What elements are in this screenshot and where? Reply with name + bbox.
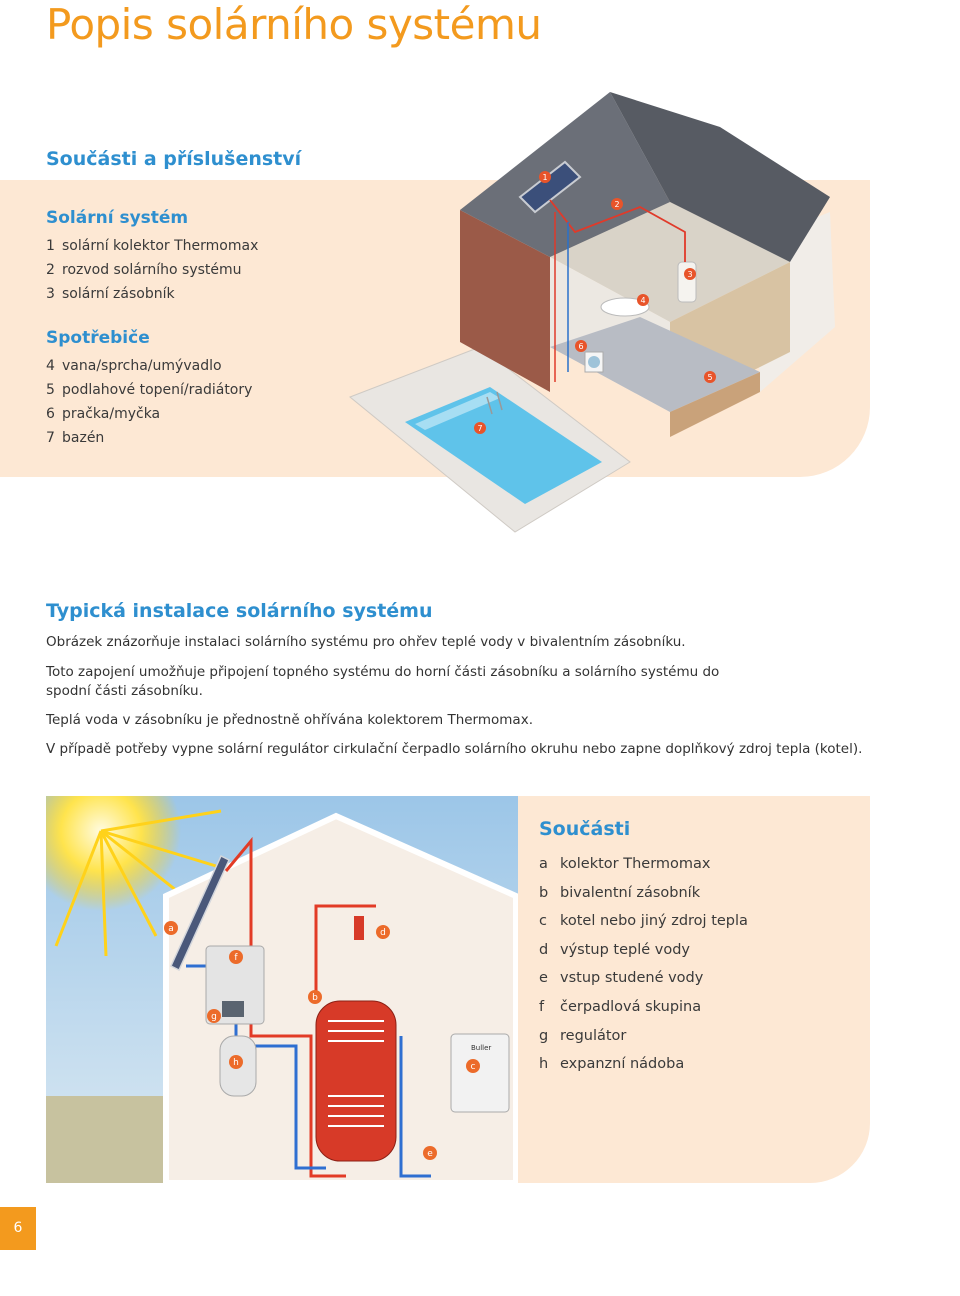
list-item: 5 podlahové topení/radiátory: [46, 382, 253, 398]
list-item: d výstup teplé vody: [539, 941, 691, 958]
components-heading: Součásti a příslušenství: [46, 148, 302, 170]
parts-heading: Součásti: [539, 818, 631, 840]
list-item: a kolektor Thermomax: [539, 856, 711, 872]
list-item: b bivalentní zásobník: [539, 884, 701, 901]
system-schematic-illustration: [46, 796, 518, 1183]
svg-text:b: b: [312, 993, 318, 1003]
installation-paragraph: Toto zapojení umožňuje připojení topného systému do horní části zásobníku a solárního systému do spodní části zásobníku.: [46, 664, 720, 699]
installation-paragraph: Teplá voda v zásobníku je přednostně ohřívána kolektorem Thermomax.: [46, 712, 533, 728]
svg-text:5: 5: [707, 373, 713, 382]
installation-paragraph: V případě potřeby vypne solární regulátor cirkulační čerpadlo solárního okruhu nebo zapne doplňkový zdroj tepla (kotel).: [46, 741, 863, 757]
regulator-g: [222, 1001, 244, 1017]
list-item: 6 pračka/myčka: [46, 406, 161, 422]
page-number: 6: [0, 1207, 36, 1250]
solar-system-heading: Solární systém: [46, 208, 189, 228]
svg-text:3: 3: [687, 270, 693, 279]
svg-text:7: 7: [477, 424, 483, 433]
list-item: 4 vana/sprcha/umývadlo: [46, 358, 222, 374]
solar-tank: [678, 262, 696, 302]
svg-text:d: d: [380, 928, 386, 938]
hot-water-tap-d: [354, 916, 364, 940]
svg-text:c: c: [470, 1062, 476, 1072]
solar-system-list: [46, 234, 258, 306]
svg-text:g: g: [211, 1012, 217, 1022]
consumers-block: [46, 328, 252, 450]
boiler-brand: Buller: [471, 1044, 492, 1052]
list-item: 2 rozvod solárního systému: [46, 262, 242, 278]
svg-text:2: 2: [614, 200, 620, 209]
list-item: g regulátor: [539, 1027, 627, 1044]
svg-text:6: 6: [578, 342, 584, 351]
parts-list: [539, 850, 748, 1079]
parts-legend: [539, 818, 748, 1079]
parts-band: [46, 796, 870, 1183]
list-item: h expanzní nádoba: [539, 1056, 685, 1073]
list-item: f čerpadlová skupina: [539, 998, 702, 1015]
list-item: e vstup studené vody: [539, 970, 704, 987]
consumers-list: [46, 354, 252, 450]
installation-heading: Typická instalace solárního systému: [46, 600, 433, 622]
house-cutaway-illustration: [340, 92, 860, 542]
list-item: 3 solární zásobník: [46, 286, 175, 302]
list-item: c kotel nebo jiný zdroj tepla: [539, 913, 748, 930]
svg-text:h: h: [233, 1058, 239, 1068]
list-item: 7 bazén: [46, 430, 105, 446]
svg-text:a: a: [168, 924, 174, 934]
svg-text:1: 1: [542, 173, 548, 182]
solar-system-block: [46, 208, 258, 306]
installation-paragraph: Obrázek znázorňuje instalaci solárního systému pro ohřev teplé vody v bivalentním zásobníku.: [46, 634, 686, 650]
list-item: 1 solární kolektor Thermomax: [46, 238, 259, 254]
svg-text:f: f: [234, 953, 238, 963]
svg-text:e: e: [427, 1149, 433, 1159]
tank-b: [316, 1001, 396, 1161]
svg-text:4: 4: [640, 296, 646, 305]
consumers-heading: Spotřebiče: [46, 328, 150, 348]
page-title: Popis solárního systému: [46, 0, 542, 49]
